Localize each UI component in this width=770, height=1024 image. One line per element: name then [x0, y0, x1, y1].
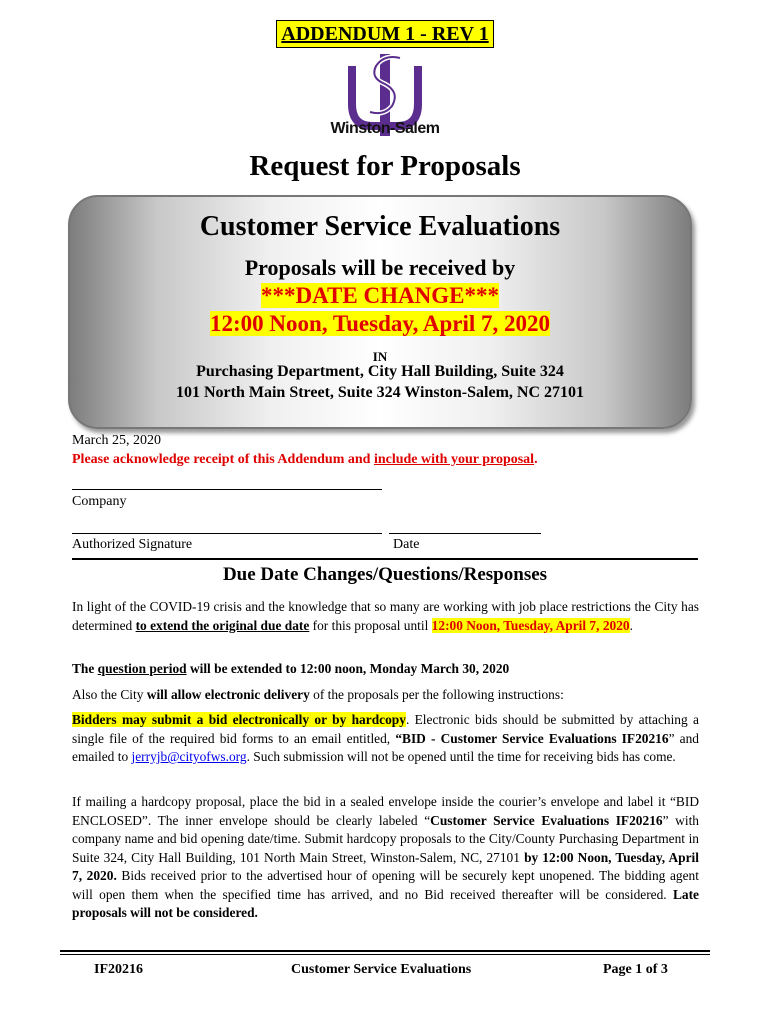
ack-prefix: Please acknowledge receipt of this Addendum and [72, 452, 374, 467]
title-banner [68, 195, 692, 429]
addendum-label: ADDENDUM 1 - REV 1 [276, 20, 493, 48]
authorized-signature-line[interactable] [72, 533, 382, 534]
p5-deadline: by 12:00 Noon, Tuesday, April 7, 2020. [72, 849, 699, 883]
footer-page-number: Page 1 of 3 [603, 962, 668, 977]
addendum-label-wrap [0, 20, 770, 48]
banner-deadline: 12:00 Noon, Tuesday, April 7, 2020 [210, 311, 550, 336]
p5-envelope-label: Customer Service Evaluations IF20216 [430, 812, 663, 828]
paragraph-hardcopy [72, 793, 699, 923]
p4-text-3: . Such submission will not be opened until the time for receiving bids has come. [246, 749, 676, 764]
p5-text-3: Bids received prior to the advertised hour of opening will be securely kept unopened. The bidding agent will open them when the specified time has arrived, and no Bid received thereafter will be considered. [72, 868, 699, 902]
banner-in: IN [372, 349, 388, 364]
email-link[interactable]: jerryjb@cityofws.org [131, 749, 247, 764]
footer-rule [60, 950, 710, 952]
p1-end: . [629, 617, 633, 633]
paragraph-question-period [72, 660, 699, 679]
banner-date-change: ***DATE CHANGE*** [261, 283, 499, 308]
authorized-signature-label: Authorized Signature [72, 537, 193, 552]
p4-email-subject: “BID - Customer Service Evaluations IF20216 [395, 730, 669, 746]
p3-text: Also the City [72, 687, 147, 702]
p4-text-2: ” and emailed to [72, 730, 699, 764]
p5-late: Late proposals will not be considered. [72, 886, 699, 920]
p1-text: In light of the COVID-19 crisis and the knowledge that so many are working with job place restrictions the City has determined [72, 599, 699, 633]
paragraph-submission [72, 711, 699, 767]
footer-doc-id: IF20216 [94, 962, 143, 977]
ack-suffix: . [534, 452, 538, 467]
company-signature-line[interactable] [72, 489, 382, 490]
banner-date-change-wrap [70, 283, 690, 309]
p4-text: . Electronic bids should be submitted by attaching a single file of the required bid forms to an email entitled, [72, 712, 699, 746]
p1-deadline: 12:00 Noon, Tuesday, April 7, 2020 [431, 617, 630, 633]
section-title: Due Date Changes/Questions/Responses [222, 564, 548, 585]
p2-text: The [72, 661, 98, 676]
logo-wordmark: Winston-Salem [330, 120, 440, 137]
footer-rule-thin [60, 954, 710, 955]
acknowledge-instruction [72, 452, 538, 468]
date-signature-line[interactable] [389, 533, 541, 534]
banner-deadline-wrap [70, 311, 690, 337]
ack-underlined: include with your proposal [373, 452, 535, 467]
p2-question-period: question period [97, 661, 187, 676]
p3-text-2: of the proposals per the following instructions: [309, 687, 564, 702]
date-label: Date [393, 537, 420, 552]
company-label: Company [72, 494, 127, 509]
p2-text-2: will be extended to 12:00 noon, Monday March 30, 2020 [186, 661, 510, 676]
p5-text-2: ” with company name and bid opening date/time. Submit hardcopy proposals to the City/County Purchasing Department in Suite 324, City Hall Building, 101 North Main Street, Winston-Salem, NC, 27101 [72, 812, 699, 865]
paragraph-electronic-delivery [72, 686, 699, 705]
p3-electronic: will allow electronic delivery [146, 687, 310, 702]
banner-title: Customer Service Evaluations [199, 211, 561, 242]
banner-address-line-1: Purchasing Department, City Hall Building, Suite 324 [196, 363, 564, 380]
addendum-date: March 25, 2020 [72, 433, 162, 448]
p1-extend: to extend the original due date [135, 617, 310, 633]
section-divider [72, 558, 698, 560]
p4-highlight: Bidders may submit a bid electronically or by hardcopy [72, 712, 406, 727]
banner-address-line-2: 101 North Main Street, Suite 324 Winston-Salem, NC 27101 [176, 384, 584, 401]
p5-text: If mailing a hardcopy proposal, place the bid in a sealed envelope inside the courier’s envelope and label it “BID ENCLOSED”. The inner envelope should be clearly labeled “ [72, 794, 699, 828]
page-title: Request for Proposals [249, 150, 521, 182]
banner-received-text: Proposals will be received by [244, 255, 516, 280]
footer-title: Customer Service Evaluations [291, 962, 472, 977]
paragraph-due-date [72, 598, 699, 635]
p1-text-2: for this proposal until [309, 617, 432, 633]
